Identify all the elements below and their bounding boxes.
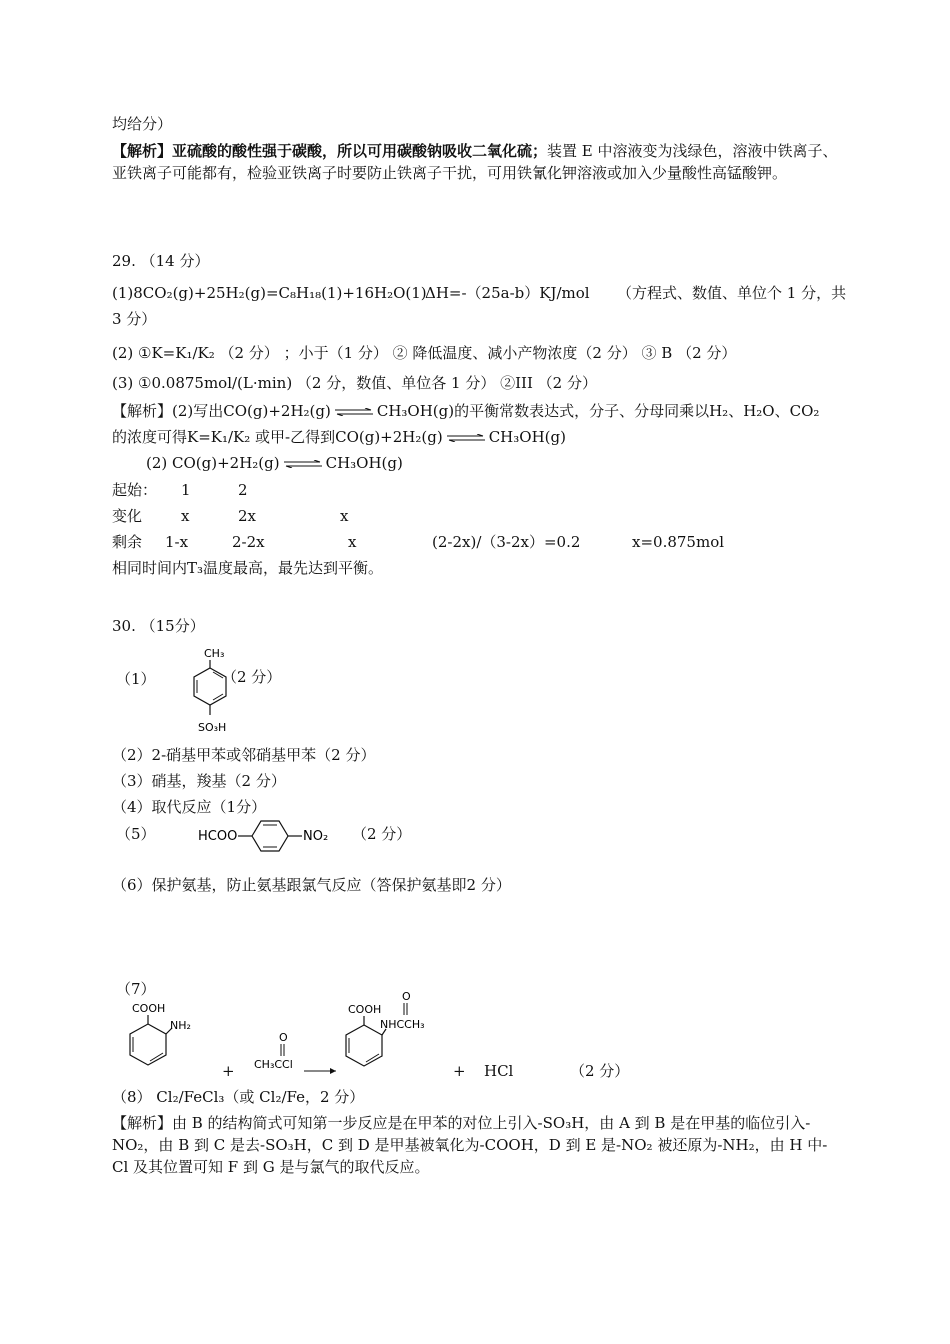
a7-label: （7） bbox=[116, 980, 156, 998]
q29-conclusion: 相同时间内T₃温度最高，最先达到平衡。 bbox=[112, 559, 384, 577]
equilibrium-arrow-icon bbox=[284, 460, 322, 468]
reaction-right: CH₃OH(g) bbox=[325, 454, 403, 472]
analysis-b: CH₃OH(g)的平衡常数表达式，分子、分母同乘以H₂、H₂O、CO₂ bbox=[376, 402, 820, 420]
equilibrium-arrow-icon bbox=[335, 408, 373, 416]
mol5-hcoo: HCOO bbox=[198, 829, 238, 844]
q30-analysis: 【解析】由 B 的结构简式可知第一步反应是在甲苯的对位上引入-SO₃H，由 A 到 B 是在甲基的临位引入-NO₂，由 B 到 C 是去-SO₃H，C 到 D 是甲基被氧化为-COOH，D 到 E 是-NO₂ 被还原为-NH₂，由 H 中-Cl 及其位置可知 F 到 G 是与氯气的取代反应。 bbox=[112, 1114, 828, 1176]
a1-score: （2 分） bbox=[222, 668, 282, 686]
m7a-nh2: NH₂ bbox=[170, 1019, 191, 1032]
a7-score: （2 分） bbox=[570, 1062, 630, 1080]
mol1-so3h: SO₃H bbox=[198, 721, 227, 734]
mol1-ch3: CH₃ bbox=[204, 647, 225, 660]
row-left-ratio: (2-2x)/（3-2x）=0.2 bbox=[432, 533, 581, 551]
analysis-a: 【解析】(2)写出CO(g)+2H₂(g) bbox=[112, 402, 331, 420]
reaction-left: (2) CO(g)+2H₂(g) bbox=[146, 454, 280, 472]
m7b-o: O bbox=[402, 990, 411, 1003]
q29-note2: 3 分） bbox=[112, 310, 157, 328]
a1-label: （1） bbox=[116, 670, 156, 688]
row-start-label: 起始： bbox=[112, 481, 158, 499]
q30-heading: 30. （15分） bbox=[112, 617, 205, 635]
row-left-val: x bbox=[348, 533, 357, 551]
q29-part3: (3) ①0.0875mol/(L·min) （2 分，数值、单位各 1 分） ②III （2 分） bbox=[112, 374, 597, 392]
m7b-sub: NHCCH₃ bbox=[380, 1018, 425, 1031]
q29-part2: (2) ①K=K₁/K₂ （2 分） ；小于（1 分） ② 降低温度、减小产物浓度（2 分） ③ B （2 分） bbox=[112, 344, 737, 362]
analysis-label: 【解析】 bbox=[112, 142, 173, 160]
row-left-val: 1-x bbox=[165, 533, 189, 551]
a5-label: （5） bbox=[116, 825, 156, 843]
a5-score: （2 分） bbox=[352, 825, 412, 843]
acyl-formula: CH₃CCl bbox=[254, 1058, 293, 1071]
analysis-d: CH₃OH(g) bbox=[488, 428, 566, 446]
row-left-result: x=0.875mol bbox=[632, 533, 725, 551]
m7b-cooh: COOH bbox=[348, 1003, 382, 1016]
analysis-text: 装置 E 中溶液变为浅绿色，溶液中铁离子、亚铁离子可能都有，检验亚铁离子时要防止铁离子干扰，可用铁氰化钾溶液或加入少量酸性高锰酸钾。 bbox=[112, 142, 838, 182]
q29-dh: ΔH=-（25a-b）KJ/mol bbox=[425, 284, 590, 302]
a3: （3）硝基，羧基（2 分） bbox=[112, 772, 286, 790]
q29-analysis-line2 bbox=[112, 426, 566, 448]
row-change-label: 变化 bbox=[112, 507, 143, 525]
a2: （2）2-硝基甲苯或邻硝基甲苯（2 分） bbox=[112, 746, 376, 764]
hcl-product: HCl bbox=[484, 1062, 514, 1080]
text-line: 均给分） bbox=[112, 115, 173, 133]
p-toluenesulfonic-acid-structure bbox=[180, 643, 240, 738]
analysis-bold: 亚硫酸的酸性强于碳酸，所以可用碳酸钠吸收二氧化硫； bbox=[172, 142, 548, 160]
a8: （8） Cl₂/FeCl₃（或 Cl₂/Fe，2 分） bbox=[112, 1088, 365, 1106]
row-start-val: 2 bbox=[238, 481, 248, 499]
analysis-c: 的浓度可得K=K₁/K₂ 或甲-乙得到CO(g)+2H₂(g) bbox=[112, 428, 443, 446]
q29-note: （方程式、数值、单位个 1 分，共 bbox=[617, 284, 847, 302]
reaction-line bbox=[146, 452, 403, 474]
analysis-paragraph bbox=[112, 140, 840, 184]
plus-sign: + bbox=[453, 1062, 466, 1080]
q29-eq: (1)8CO₂(g)+25H₂(g)=C₈H₁₈(1)+16H₂O(1) bbox=[112, 284, 427, 302]
row-change-val: 2x bbox=[238, 507, 257, 525]
q29-analysis-line1 bbox=[112, 400, 819, 422]
row-change-val: x bbox=[181, 507, 190, 525]
a4: （4）取代反应（1分） bbox=[112, 798, 267, 816]
formate-nitrophenyl-structure bbox=[196, 815, 346, 855]
m7a-cooh: COOH bbox=[132, 1002, 166, 1015]
row-left-val: 2-2x bbox=[232, 533, 265, 551]
acyl-o: O bbox=[279, 1031, 288, 1044]
row-start-val: 1 bbox=[181, 481, 191, 499]
q29-heading: 29. （14 分） bbox=[112, 252, 210, 270]
plus-sign: + bbox=[222, 1062, 235, 1080]
row-change-val: x bbox=[340, 507, 349, 525]
acetyl-chloride-structure bbox=[252, 1028, 342, 1078]
mol5-no2: NO₂ bbox=[303, 829, 329, 844]
anthranilic-acid-structure bbox=[118, 998, 208, 1078]
a6: （6）保护氨基，防止氨基跟氯气反应（答保护氨基即2 分） bbox=[112, 876, 511, 894]
equilibrium-arrow-icon bbox=[447, 434, 485, 442]
row-left-label: 剩余 bbox=[112, 533, 143, 551]
acetamidobenzoic-acid-structure bbox=[336, 984, 446, 1079]
